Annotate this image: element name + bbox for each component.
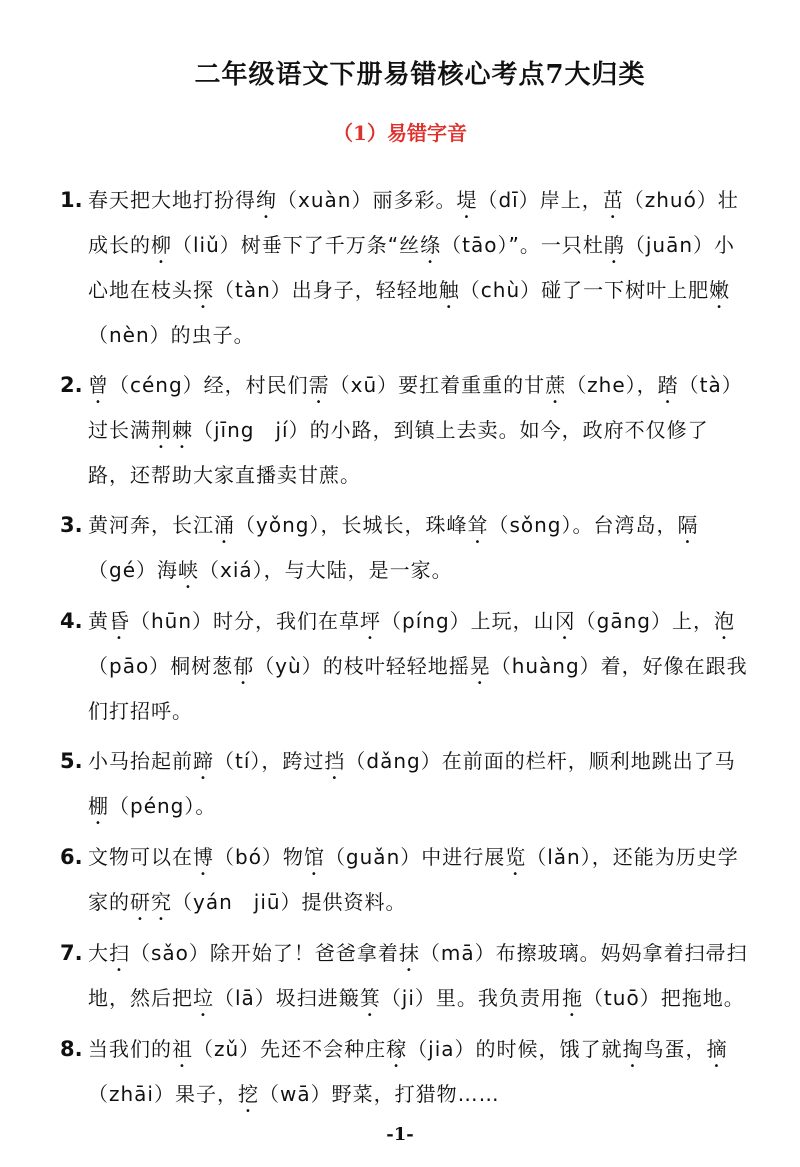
target-character: 晃: [469, 654, 491, 678]
target-character: 隔: [677, 513, 699, 537]
text-segment: （zhe），: [566, 373, 658, 397]
target-character: 泡: [713, 609, 735, 633]
item-number: 2.: [60, 373, 83, 397]
text-segment: 鸟蛋，: [643, 1037, 707, 1061]
target-character: 蹄: [193, 749, 214, 773]
exercise-item: [60, 178, 750, 357]
text-segment: （chù）碰了一下树叶上肥: [459, 278, 710, 302]
target-character: 拖: [561, 986, 583, 1010]
item-text: [88, 503, 750, 593]
target-character: 览: [505, 845, 527, 869]
target-character: 堤: [456, 188, 478, 212]
text-segment: （jia）的时候，饿了就: [407, 1037, 623, 1061]
target-character: 祖: [172, 1037, 193, 1061]
exercise-item: [60, 835, 750, 925]
text-segment: （bó）物: [214, 845, 304, 869]
target-character: 研究: [130, 890, 172, 914]
text-segment: （pāo）桐树葱: [88, 654, 234, 678]
exercise-list: [60, 178, 750, 1123]
exercise-item: [60, 739, 750, 829]
text-segment: （sǎo）除开始了！爸爸拿着: [130, 941, 399, 965]
target-character: 扫: [109, 941, 130, 965]
text-segment: （sǒng）。台湾岛，: [488, 513, 678, 537]
target-character: 郁: [233, 654, 255, 678]
target-character: 耸: [467, 513, 489, 537]
text-segment: （tí），跨过: [214, 749, 325, 773]
text-segment: （yù）的枝叶轻轻地摇: [254, 654, 470, 678]
target-character: 掏: [622, 1037, 644, 1061]
target-character: 触: [438, 278, 460, 302]
text-segment: 春天把大地打扮得: [88, 188, 256, 212]
target-character: 需: [308, 373, 330, 397]
text-segment: （céng）经，村民们: [109, 373, 309, 397]
text-segment: （ji）里。我负责用: [380, 986, 562, 1010]
text-segment: 小马抬起前: [88, 749, 193, 773]
target-character: 昏: [109, 609, 130, 633]
target-character: 探: [193, 278, 214, 302]
item-number: 6.: [60, 845, 83, 869]
target-character: 绦: [420, 233, 442, 257]
target-character: 棚: [88, 794, 109, 818]
text-segment: （tāo）”。一只杜: [441, 233, 604, 257]
text-segment: （hūn）时分，我们在草: [130, 609, 361, 633]
text-segment: 黄河奔，长江: [88, 513, 214, 537]
target-character: 涌: [214, 513, 235, 537]
target-character: 抹: [398, 941, 420, 965]
item-text: [88, 739, 750, 829]
target-character: 冈: [554, 609, 576, 633]
target-character: 馆: [303, 845, 325, 869]
item-text: [88, 599, 750, 733]
text-segment: （gāng）上，: [575, 609, 714, 633]
text-segment: （huàng）着，好像在跟我们打招呼。: [88, 654, 748, 723]
target-character: 嫩: [709, 278, 731, 302]
text-segment: （nèn）的虫子。: [88, 323, 255, 347]
item-number: 1.: [60, 188, 83, 212]
target-character: 蔗: [545, 373, 567, 397]
text-segment: （tuō）把拖地。: [582, 986, 745, 1010]
text-segment: （yǒng），长城长，珠峰: [235, 513, 468, 537]
text-segment: （tà）过长满: [88, 373, 743, 442]
section-heading: （1）易错字音: [333, 121, 467, 145]
text-segment: （lǎn），还能为历史学家的: [88, 845, 739, 914]
text-segment: 文物可以在: [88, 845, 193, 869]
exercise-item: [60, 931, 750, 1021]
item-text: [88, 178, 750, 357]
text-segment: 黄: [88, 609, 109, 633]
text-segment: （gé）海: [88, 558, 178, 582]
target-character: 绚: [256, 188, 277, 212]
item-text: [88, 931, 750, 1021]
target-character: 垃: [193, 986, 214, 1010]
target-character: 峡: [178, 558, 199, 582]
item-text: [88, 835, 750, 925]
text-segment: （xū）要扛着重重的甘: [329, 373, 546, 397]
target-character: 踏: [657, 373, 679, 397]
text-segment: （xuàn）丽多彩。: [277, 188, 457, 212]
exercise-item: [60, 363, 750, 497]
text-segment: （zhuó）壮成长的: [88, 188, 739, 257]
text-segment: （tàn）出身子，轻轻地: [214, 278, 439, 302]
exercise-item: [60, 503, 750, 593]
item-text: [88, 363, 750, 497]
item-text: [88, 1027, 750, 1117]
item-number: 3.: [60, 513, 83, 537]
text-segment: （wā）野菜，打猎物……: [259, 1082, 500, 1106]
item-number: 7.: [60, 941, 83, 965]
target-character: 挖: [238, 1082, 259, 1106]
target-character: 坪: [360, 609, 382, 633]
page-number: -1-: [386, 1124, 414, 1145]
target-character: 茁: [602, 188, 624, 212]
text-segment: （péng）。: [109, 794, 217, 818]
target-character: 博: [193, 845, 214, 869]
text-segment: （zhāi）果子，: [88, 1082, 238, 1106]
target-character: 挡: [324, 749, 346, 773]
target-character: 鹃: [603, 233, 625, 257]
text-segment: （dǎng）在前面的栏杆，顺利地跳出了马: [345, 749, 736, 773]
text-segment: （juān）小心地在枝头: [88, 233, 736, 302]
item-number: 4.: [60, 609, 83, 633]
text-segment: （xiá），与大陆，是一家。: [199, 558, 453, 582]
target-character: 摘: [706, 1037, 728, 1061]
target-character: 荆棘: [151, 418, 193, 442]
item-number: 8.: [60, 1037, 83, 1061]
target-character: 曾: [88, 373, 109, 397]
target-character: 箕: [359, 986, 381, 1010]
text-segment: （yán jiū）提供资料。: [172, 890, 407, 914]
text-segment: （píng）上玩，山: [381, 609, 555, 633]
target-character: 柳: [151, 233, 172, 257]
text-segment: （lā）圾扫进簸: [214, 986, 360, 1010]
exercise-item: [60, 599, 750, 733]
text-segment: （guǎn）中进行展: [324, 845, 506, 869]
text-segment: （zǔ）先还不会种庄: [193, 1037, 387, 1061]
text-segment: 大: [88, 941, 109, 965]
exercise-item: [60, 1027, 750, 1117]
text-segment: 当我们的: [88, 1037, 172, 1061]
page-title: 二年级语文下册易错核心考点7大归类: [194, 60, 646, 90]
text-segment: （mā）布擦玻璃。妈妈拿着扫帚扫地，然后把: [88, 941, 748, 1010]
text-segment: （dī）岸上，: [477, 188, 603, 212]
item-number: 5.: [60, 749, 83, 773]
text-segment: （liǔ）树垂下了千万条“丝: [172, 233, 421, 257]
target-character: 稼: [386, 1037, 408, 1061]
text-segment: （jīng jí）的小路，到镇上去卖。如今，政府不仅修了路，还帮助大家直播卖甘蔗。: [88, 418, 709, 487]
